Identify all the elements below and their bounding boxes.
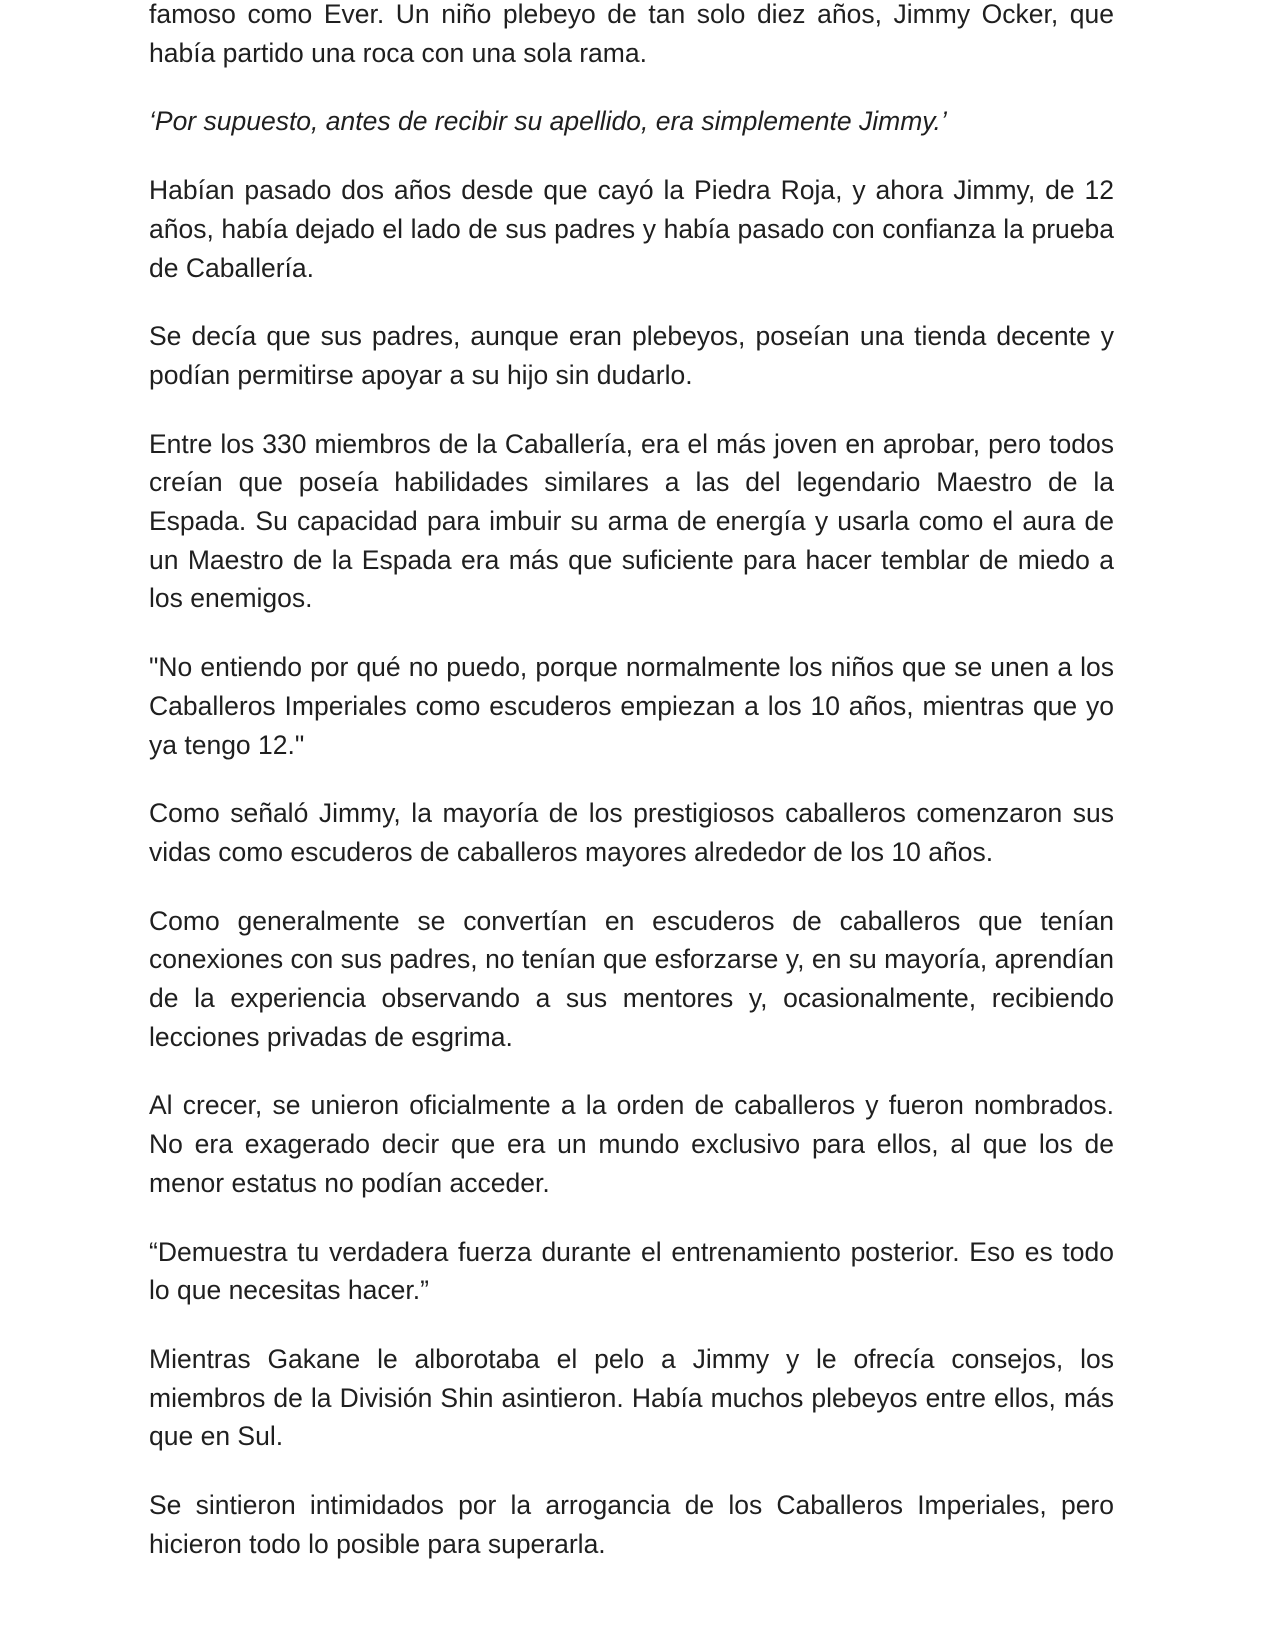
paragraph: Entre los 330 miembros de la Caballería, era el más joven en aprobar, pero todos creían que poseía habilidades similares a las del legendario Maestro de la Espada. Su capacidad para imbuir su arma de energía y usarla como el aura de un Maestro de la Espada era más que suficiente para hacer temblar de miedo a los enemigos. xyxy=(149,428,1114,614)
paragraph: Se sintieron intimidados por la arrogancia de los Caballeros Imperiales, pero hicieron todo lo posible para superarla. xyxy=(149,1490,1114,1559)
paragraph: Mientras Gakane le alborotaba el pelo a Jimmy y le ofrecía consejos, los miembros de la División Shin asintieron. Había muchos plebeyos entre ellos, más que en Sul. xyxy=(149,1343,1114,1452)
paragraph: Habían pasado dos años desde que cayó la Piedra Roja, y ahora Jimmy, de 12 años, había dejado el lado de sus padres y había pasado con confianza la prueba de Caballería. xyxy=(149,175,1114,283)
paragraph: Como señaló Jimmy, la mayoría de los prestigiosos caballeros comenzaron sus vidas como escuderos de caballeros mayores alrededor de los 10 años. xyxy=(149,798,1114,867)
document-page xyxy=(149,0,1114,1594)
paragraph-continued: famoso como Ever. Un niño plebeyo de tan solo diez años, Jimmy Ocker, que había partido una roca con una sola rama. xyxy=(149,0,1114,68)
paragraph: Al crecer, se unieron oficialmente a la orden de caballeros y fueron nombrados. No era exagerado decir que era un mundo exclusivo para ellos, al que los de menor estatus no podían acceder. xyxy=(149,1090,1114,1198)
paragraph: Se decía que sus padres, aunque eran plebeyos, poseían una tienda decente y podían permitirse apoyar a su hijo sin dudarlo. xyxy=(149,321,1114,390)
paragraph-italic-thought: ‘Por supuesto, antes de recibir su apellido, era simplemente Jimmy.’ xyxy=(149,106,947,137)
paragraph: Como generalmente se convertían en escuderos de caballeros que tenían conexiones con sus padres, no tenían que esforzarse y, en su mayoría, aprendían de la experiencia observando a sus mentores y, ocasionalmente, recibiendo lecciones privadas de esgrima. xyxy=(149,905,1114,1052)
paragraph-dialogue: "No entiendo por qué no puedo, porque normalmente los niños que se unen a los Caballeros Imperiales como escuderos empiezan a los 10 años, mientras que yo ya tengo 12." xyxy=(149,652,1114,760)
paragraph-dialogue: “Demuestra tu verdadera fuerza durante el entrenamiento posterior. Eso es todo lo que necesitas hacer.” xyxy=(149,1236,1114,1306)
